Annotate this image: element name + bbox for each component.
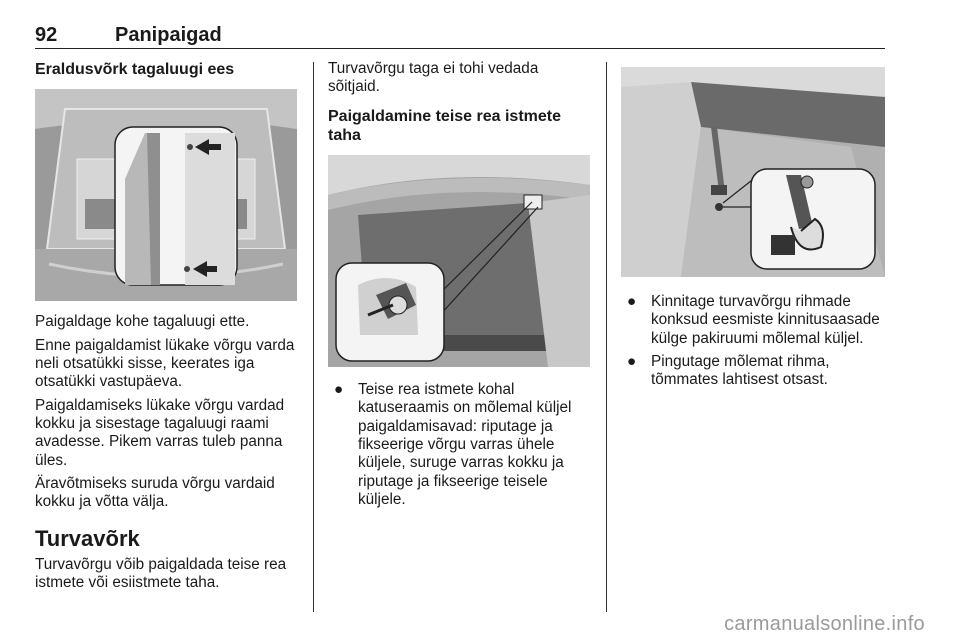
paragraph: Paigaldage kohe tagaluugi ette. bbox=[35, 313, 250, 331]
paragraph: Äravõtmiseks suruda võrgu vardaid kokku ja võtta välja. bbox=[35, 474, 275, 511]
bullet-icon: ● bbox=[334, 381, 344, 399]
bullet-icon: ● bbox=[627, 293, 637, 310]
column-2 bbox=[328, 60, 590, 514]
page-header bbox=[35, 24, 885, 49]
paragraph: Enne paigaldamist lükake võrgu varda neli otsatükki sisse, keerates iga otsatükki vastupäeva. bbox=[35, 336, 295, 391]
column-divider bbox=[313, 62, 314, 612]
illustration-strap-hook bbox=[621, 67, 885, 277]
heading-safety-net: Turvavõrk bbox=[35, 525, 140, 551]
list-item: ● Kinnitage turvavõrgu rihmade konksud eesmiste kinnitusaasade külge pakiruumi mõlemal küljel. bbox=[627, 293, 880, 347]
column-3 bbox=[621, 67, 885, 395]
watermark: carmanualsonline.info bbox=[724, 613, 925, 635]
bullet-list bbox=[621, 293, 885, 390]
bullet-list bbox=[328, 381, 590, 509]
paragraph: Turvavõrgu taga ei tohi vedada sõitjaid. bbox=[328, 60, 539, 96]
bullet-icon: ● bbox=[627, 353, 637, 371]
column-1 bbox=[35, 60, 297, 598]
paragraph: Paigaldamiseks lükake võrgu vardad kokku ja sisestage tagaluugi raami avadesse. Pikem varras tuleb panna üles. bbox=[35, 396, 285, 469]
column-divider bbox=[606, 62, 607, 612]
paragraph: Turvavõrgu võib paigaldada teise rea istmete või esiistmete taha. bbox=[35, 556, 287, 592]
heading-install-behind-second-row: Paigaldamine teise rea istmete taha bbox=[328, 107, 561, 144]
section-title: Panipaigad bbox=[115, 24, 222, 46]
illustration-roof-mount bbox=[328, 155, 590, 367]
list-item: ● Pingutage mõlemat rihma, tõmmates lahtisest otsast. bbox=[627, 353, 830, 389]
list-item: ● Teise rea istmete kohal katuseraamis on mõlemal küljel paigaldamisavad: riputage ja fikseerige võrgu varras ühele küljele, suruge varras kokku ja riputage ja fikseerige teisele küljele. bbox=[334, 381, 572, 509]
illustration-partition-net bbox=[35, 89, 297, 301]
page-number: 92 bbox=[35, 24, 58, 46]
heading-partition-net: Eraldusvõrk tagaluugi ees bbox=[35, 61, 235, 78]
